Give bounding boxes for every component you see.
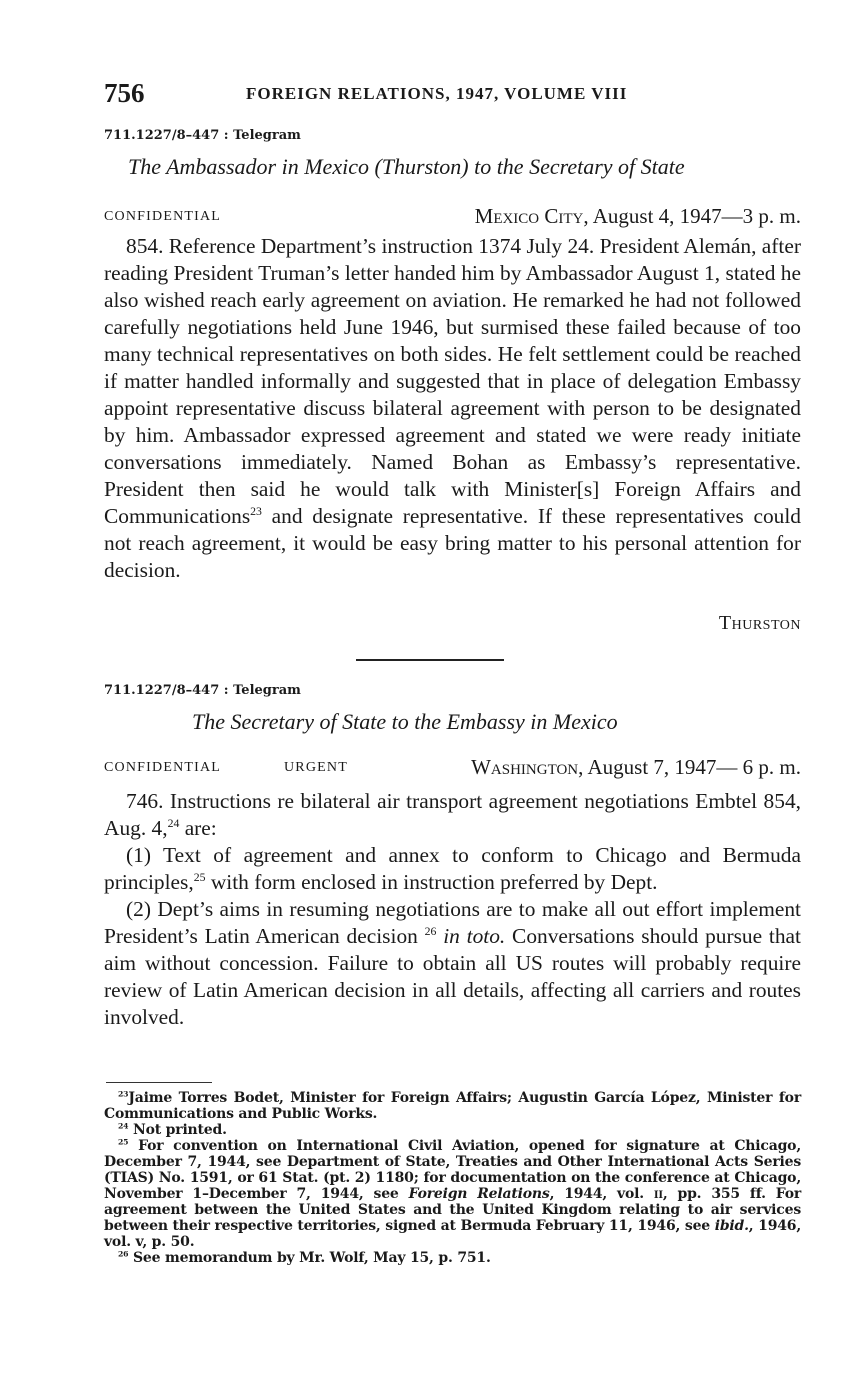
footnote-ref-26: 26 [424, 924, 437, 938]
doc1-dateline-place: Mexico City, [474, 204, 589, 228]
doc2-priority: URGENT [284, 760, 348, 775]
doc2-body [104, 788, 801, 1031]
footnote-25: $^{25}$ For convention on International Civil Aviation, opened for signature at Chicago, December 7, 1944, see Department of State, Treaties and Other International Acts Series (TIAS) No. 1591, or 61 Stat. (pt. 2) 1180; for documentation on the conference at Chicago, November 1–December 7, 1944, see Foreign Relations, 1944, vol. ii, pp. 355 ff. For agreement between the United States and the United Kingdom relating to air services between their respective territories, signed at Bermuda February 11, 1946, see ibid., 1946, vol. v, p. 50. [104, 1137, 802, 1250]
section-divider [356, 659, 504, 661]
doc2-classification-line [104, 755, 801, 781]
doc2-paragraph-3: (2) Dept’s aims in resuming negotiations are to make all out effort implement President’s Latin American decision $^{26}$ in toto. Conversations should pursue that aim without concession. Failure to obtain all US routes will probably require review of Latin American decision in all details, affecting all carriers and routes involved. [104, 897, 801, 1029]
doc1-signature [719, 612, 801, 635]
doc2-paragraph-1: 746. Instructions re bilateral air transport agreement negotiations Embtel 854, Aug. 4,24 are: [104, 789, 801, 840]
footnote-23: $^{23}$Jaime Torres Bodet, Minister for Foreign Affairs; Augustin García López, Minister for Communications and Public Works. [104, 1089, 801, 1122]
footnote-ref-25: 25 [193, 870, 206, 884]
doc1-dateline [475, 204, 801, 229]
signature-name: Thurston [718, 612, 801, 634]
footnote-ref-24: 24 [167, 816, 180, 830]
footnote-ref-23: 23 [250, 504, 262, 518]
page-number: 756 [104, 78, 145, 108]
doc2-dateline [471, 755, 801, 780]
doc1-file-ref: 711.1227/8–447 : Telegram [104, 128, 301, 143]
doc2-paragraph-2: (1) Text of agreement and annex to conform to Chicago and Bermuda principles,$^{25}$ with form enclosed in instruction preferred by Dept. [104, 843, 801, 894]
doc2-file-ref: 711.1227/8–447 : Telegram [104, 683, 301, 698]
doc2-dateline-place: Washington, [471, 755, 584, 779]
footnotes [104, 1090, 801, 1266]
doc1-title: The Ambassador in Mexico (Thurston) to the Secretary of State [128, 154, 685, 179]
doc1-body [104, 233, 801, 584]
doc2-title: The Secretary of State to the Embassy in Mexico [192, 709, 618, 734]
doc1-classification-line [104, 204, 801, 230]
running-head: FOREIGN RELATIONS, 1947, VOLUME VIII [246, 84, 628, 103]
doc1-paragraph [104, 233, 801, 584]
footnote-rule [106, 1082, 212, 1083]
footnote-24: $^{24}$ Not printed. [118, 1121, 227, 1138]
page-header [104, 78, 804, 114]
footnote-26: $^{26}$ See memorandum by Mr. Wolf, May 15, p. 751. [118, 1249, 491, 1266]
doc1-body-text: 854. Reference Department’s instruction 1374 July 24. President Alemán, after reading President Truman’s letter handed him by Ambassador August 1, stated he also wished reach early agreement on aviation. He remarked he had not followed carefully negotiations held June 1946, but surmised these failed because of too many technical representatives on both sides. He felt settlement could be reached if matter handled informally and suggested that in place of delegation Embassy appoint representative discuss bilateral agreement with person to be designated by him. Ambassador expressed agreement and stated we were ready initiate conversations immediately. Named Bohan as Embassy’s representative. President then said he would talk with Minister[s] Foreign Affairs and Communications [104, 234, 801, 528]
doc1-body-end: and designate representative. If these representatives could not reach agreement, it would be easy bring matter to his personal attention for decision. [104, 504, 801, 582]
doc1-classification: CONFIDENTIAL [104, 209, 222, 224]
doc1-dateline-date: August 4, 1947—3 p. m. [592, 204, 801, 228]
doc2-classification: CONFIDENTIAL [104, 760, 222, 775]
doc2-dateline-date: August 7, 1947— 6 p. m. [587, 755, 801, 779]
